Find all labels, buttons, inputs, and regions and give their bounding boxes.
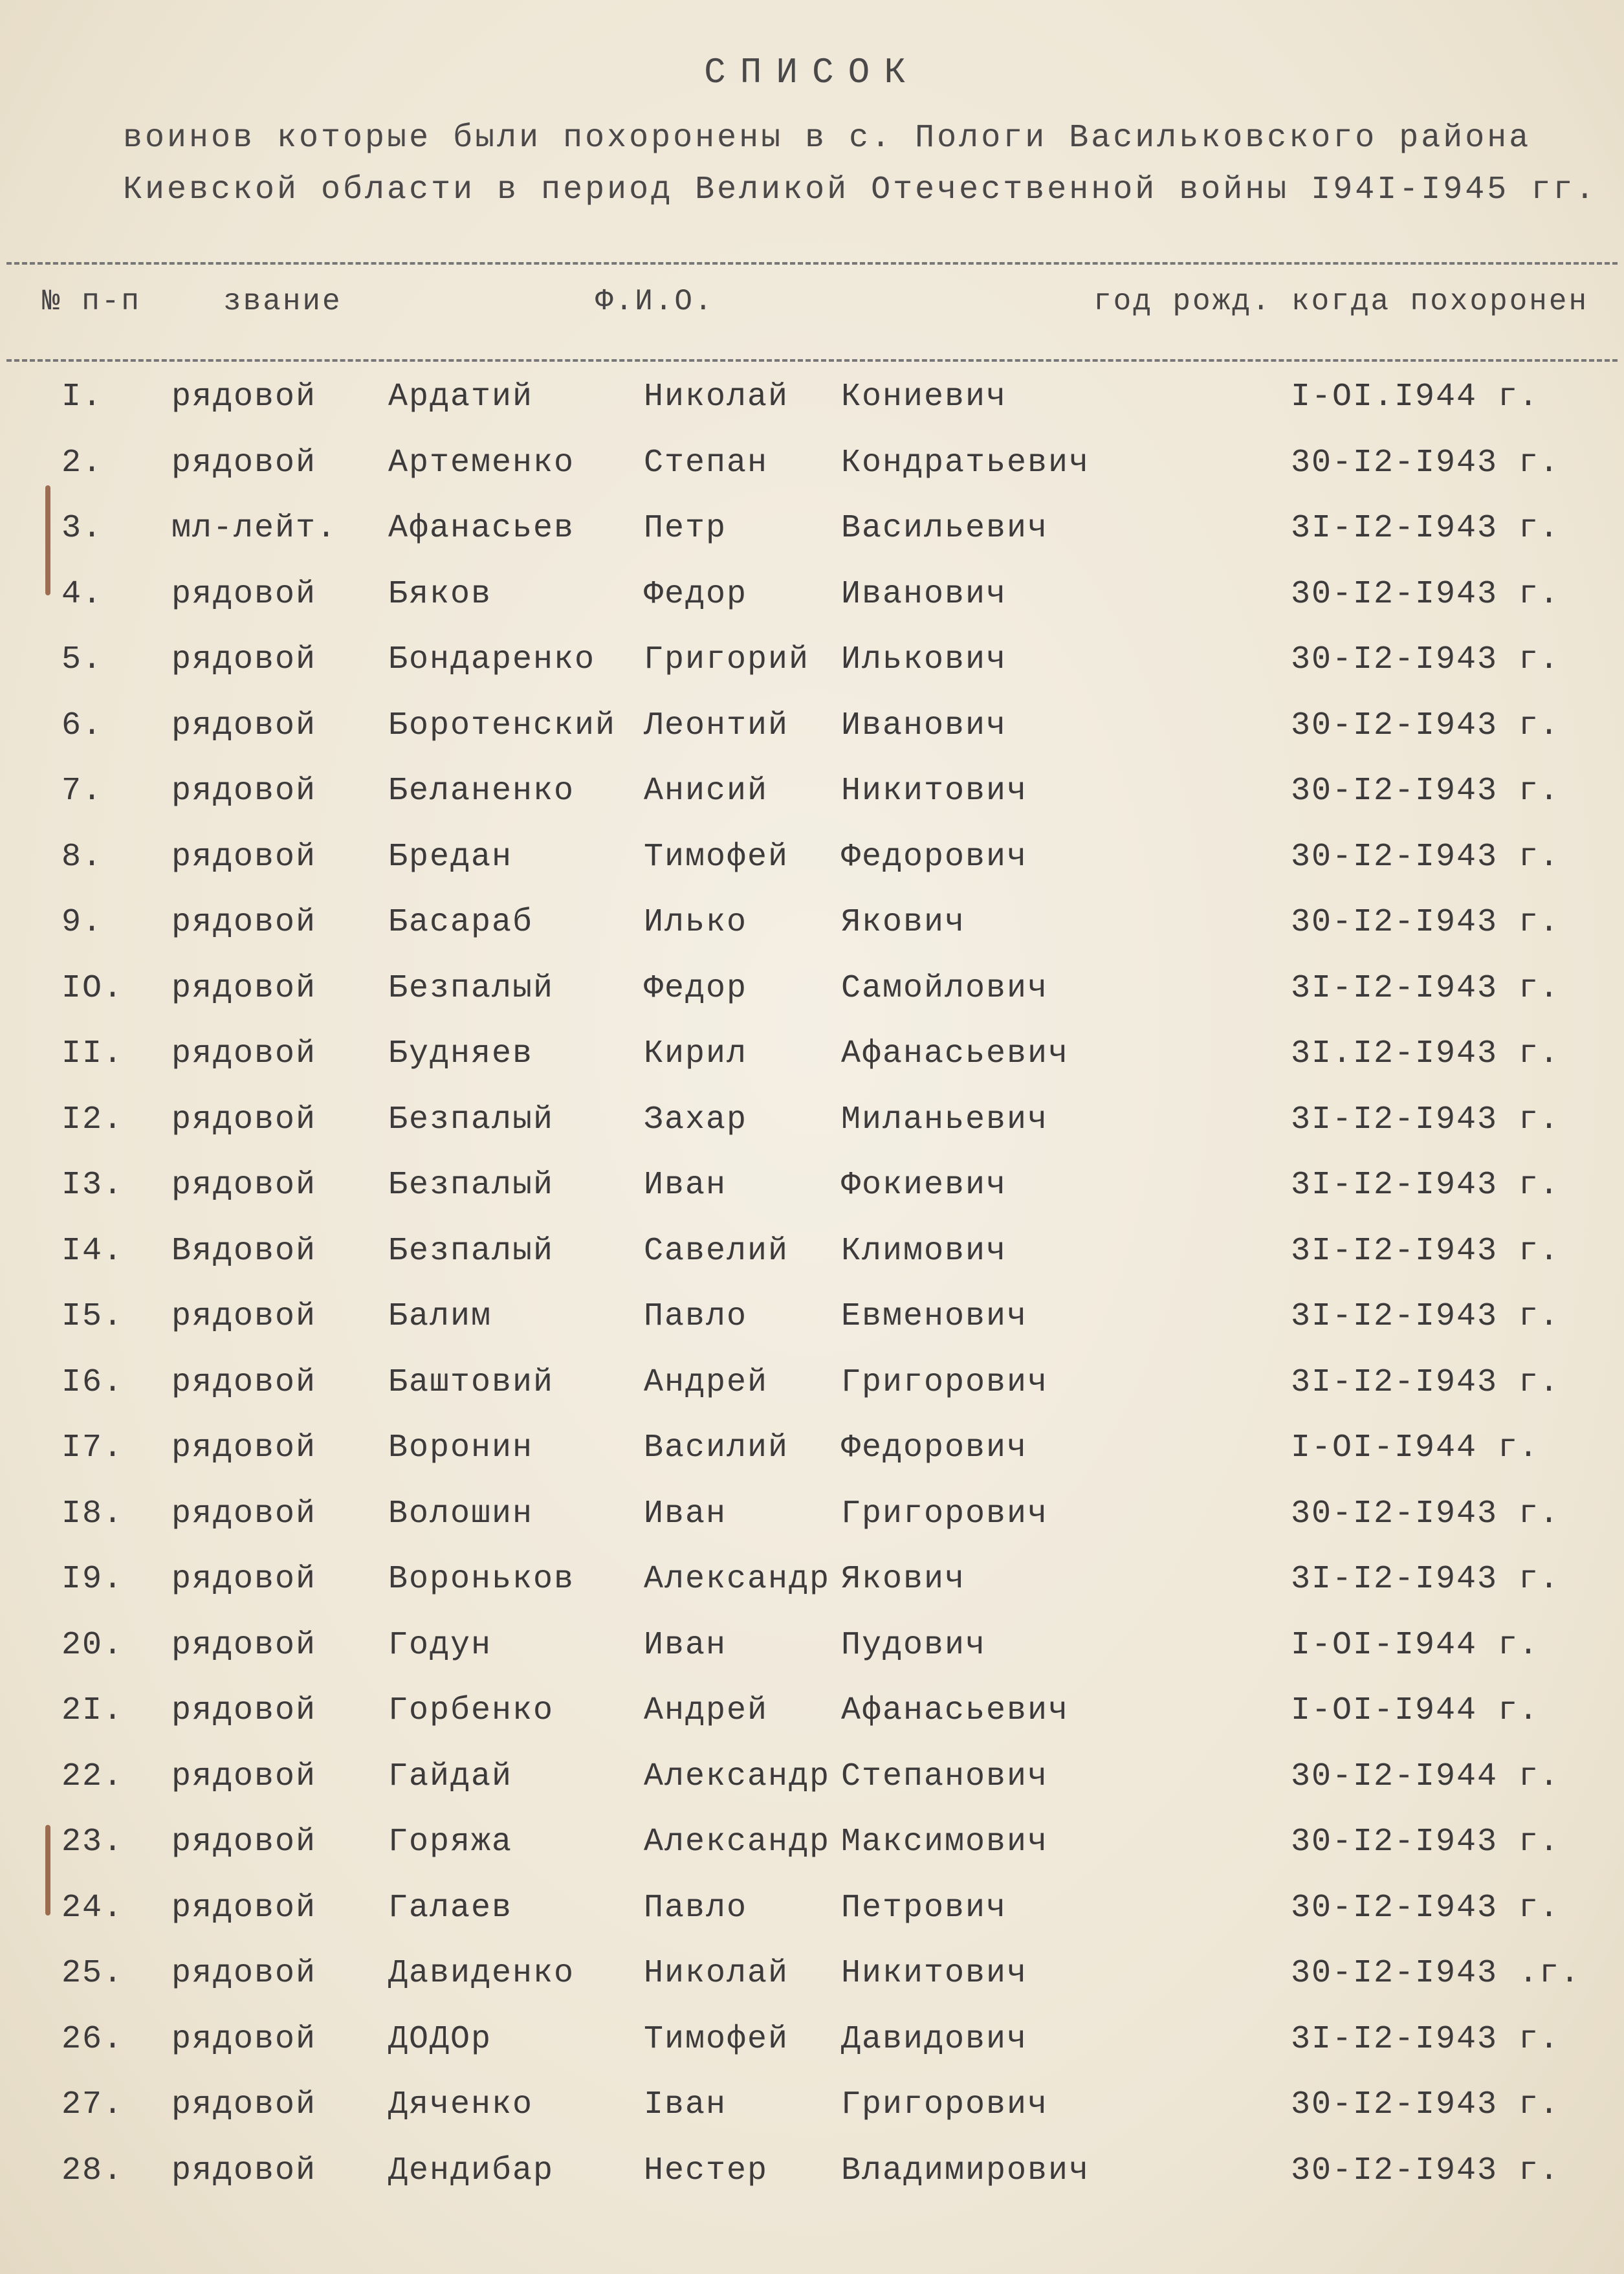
row-rank: рядовой bbox=[171, 1692, 317, 1729]
row-surname: Будняев bbox=[388, 1035, 534, 1072]
row-surname: Ардатий bbox=[388, 379, 534, 415]
row-number: 27. bbox=[61, 2086, 124, 2123]
row-burial-date: I-OI-I944 г. bbox=[1291, 1626, 1540, 1664]
row-number: I4. bbox=[61, 1232, 124, 1270]
row-first-name: Тимофей bbox=[644, 838, 789, 876]
row-rank: рядовой bbox=[171, 1758, 317, 1795]
row-first-name: Павло bbox=[644, 1889, 748, 1926]
list-row bbox=[0, 1942, 1624, 2008]
row-first-name: Илько bbox=[644, 904, 748, 941]
document-subtitle-line1: воинов которые были похоронены в с. Пологи Васильковского района bbox=[123, 120, 1531, 157]
row-number: I. bbox=[61, 379, 104, 415]
list-row bbox=[0, 1154, 1624, 1220]
list-row bbox=[0, 957, 1624, 1023]
row-rank: рядовой bbox=[171, 1298, 317, 1335]
row-burial-date: 30-I2-I943 г. bbox=[1291, 1889, 1561, 1926]
row-number: 23. bbox=[61, 1824, 124, 1860]
row-burial-date: 30-I2-I943 г. bbox=[1291, 838, 1561, 876]
list-row bbox=[0, 432, 1624, 498]
row-first-name: Іван bbox=[644, 2086, 727, 2123]
row-first-name: Александр bbox=[644, 1561, 831, 1598]
list-row bbox=[0, 2073, 1624, 2139]
row-surname: Дяченко bbox=[388, 2086, 534, 2123]
list-row bbox=[0, 826, 1624, 892]
row-rank: рядовой bbox=[171, 1035, 317, 1072]
document-subtitle-line2: Киевской области в период Великой Отечественной войны I94I-I945 гг. bbox=[123, 171, 1597, 208]
row-surname: Басараб bbox=[388, 904, 534, 941]
row-number: IO. bbox=[61, 969, 124, 1007]
row-first-name: Федор bbox=[644, 969, 748, 1007]
row-number: 25. bbox=[61, 1955, 124, 1992]
row-number: 2. bbox=[61, 444, 104, 481]
row-patronymic: Иванович bbox=[841, 707, 1007, 744]
row-first-name: Григорий bbox=[644, 641, 810, 678]
row-patronymic: Миланьевич bbox=[841, 1101, 1049, 1138]
row-burial-date: 30-I2-I943 г. bbox=[1291, 444, 1561, 481]
row-burial-date: 30-I2-I943 г. bbox=[1291, 1495, 1561, 1532]
list-row bbox=[0, 366, 1624, 432]
row-patronymic: Максимович bbox=[841, 1824, 1049, 1860]
row-surname: Гайдай bbox=[388, 1758, 513, 1795]
header-top-rule bbox=[6, 262, 1618, 265]
row-patronymic: Климович bbox=[841, 1232, 1007, 1270]
row-patronymic: Степанович bbox=[841, 1758, 1049, 1795]
document-title: СПИСОК bbox=[704, 52, 920, 93]
row-burial-date: I-OI-I944 г. bbox=[1291, 1692, 1540, 1729]
row-surname: Баштовий bbox=[388, 1363, 554, 1401]
row-rank: рядовой bbox=[171, 1561, 317, 1598]
row-first-name: Захар bbox=[644, 1101, 748, 1138]
row-first-name: Анисий bbox=[644, 773, 769, 810]
row-burial-date: 3I-I2-I943 г. bbox=[1291, 2020, 1561, 2058]
row-patronymic: Никитович bbox=[841, 1955, 1028, 1992]
row-surname: Годун bbox=[388, 1626, 492, 1664]
row-surname: Давиденко bbox=[388, 1955, 575, 1992]
row-surname: Вороньков bbox=[388, 1561, 575, 1598]
row-number: 3. bbox=[61, 510, 104, 547]
row-burial-date: 3I-I2-I943 г. bbox=[1291, 1101, 1561, 1138]
row-patronymic: Федорович bbox=[841, 838, 1028, 876]
list-row bbox=[0, 1483, 1624, 1549]
column-header-number: № п-п bbox=[42, 285, 142, 318]
row-number: 20. bbox=[61, 1626, 124, 1664]
row-burial-date: 3I-I2-I943 г. bbox=[1291, 1232, 1561, 1270]
header-bottom-rule bbox=[6, 359, 1618, 362]
row-surname: Артеменко bbox=[388, 444, 575, 481]
row-number: 8. bbox=[61, 838, 104, 876]
column-header-date: год рожд. когда похоронен bbox=[1093, 285, 1589, 318]
row-burial-date: 3I-I2-I943 г. bbox=[1291, 1363, 1561, 1401]
row-rank: рядовой bbox=[171, 1495, 317, 1532]
row-number: 26. bbox=[61, 2020, 124, 2058]
row-burial-date: 30-I2-I943 г. bbox=[1291, 773, 1561, 810]
row-burial-date: I-OI-I944 г. bbox=[1291, 1430, 1540, 1466]
row-rank: рядовой bbox=[171, 1626, 317, 1664]
row-rank: рядовой bbox=[171, 2152, 317, 2189]
row-number: 28. bbox=[61, 2152, 124, 2189]
row-patronymic: Григорович bbox=[841, 1363, 1049, 1401]
row-surname: Галаев bbox=[388, 1889, 513, 1926]
row-burial-date: I-OI.I944 г. bbox=[1291, 379, 1540, 415]
list-row bbox=[0, 1679, 1624, 1745]
column-header-fio: Ф.И.О. bbox=[595, 285, 714, 318]
row-burial-date: 3I-I2-I943 г. bbox=[1291, 1167, 1561, 1204]
row-burial-date: 30-I2-I943 г. bbox=[1291, 1824, 1561, 1860]
row-rank: рядовой bbox=[171, 2020, 317, 2058]
row-rank: рядовой bbox=[171, 1889, 317, 1926]
row-first-name: Иван bbox=[644, 1495, 727, 1532]
row-burial-date: 30-I2-I943 .г. bbox=[1291, 1955, 1581, 1992]
row-surname: Горяжа bbox=[388, 1824, 513, 1860]
row-patronymic: Фокиевич bbox=[841, 1167, 1007, 1204]
row-number: I5. bbox=[61, 1298, 124, 1335]
row-burial-date: 3I-I2-I943 г. bbox=[1291, 1298, 1561, 1335]
row-surname: Бредан bbox=[388, 838, 513, 876]
row-first-name: Петр bbox=[644, 510, 727, 547]
row-number: 22. bbox=[61, 1758, 124, 1795]
row-rank: рядовой bbox=[171, 1363, 317, 1401]
list-row bbox=[0, 1877, 1624, 1943]
row-rank: рядовой bbox=[171, 444, 317, 481]
row-surname: Бондаренко bbox=[388, 641, 596, 678]
row-patronymic: Илькович bbox=[841, 641, 1007, 678]
row-surname: Безпалый bbox=[388, 1232, 554, 1270]
row-surname: Бяков bbox=[388, 575, 492, 613]
list-row bbox=[0, 891, 1624, 957]
row-patronymic: Давидович bbox=[841, 2020, 1028, 2058]
list-row bbox=[0, 1417, 1624, 1483]
row-first-name: Федор bbox=[644, 575, 748, 613]
row-patronymic: Григорович bbox=[841, 1495, 1049, 1532]
row-burial-date: 30-I2-I944 г. bbox=[1291, 1758, 1561, 1795]
row-burial-date: 3I-I2-I943 г. bbox=[1291, 510, 1561, 547]
list-row bbox=[0, 1088, 1624, 1154]
row-rank: рядовой bbox=[171, 1167, 317, 1204]
row-burial-date: 3I-I2-I943 г. bbox=[1291, 969, 1561, 1007]
row-patronymic: Федорович bbox=[841, 1430, 1028, 1466]
row-number: 7. bbox=[61, 773, 104, 810]
row-rank: рядовой bbox=[171, 773, 317, 810]
row-number: 6. bbox=[61, 707, 104, 744]
list-row bbox=[0, 628, 1624, 694]
row-number: 9. bbox=[61, 904, 104, 941]
row-patronymic: Петрович bbox=[841, 1889, 1007, 1926]
list-row bbox=[0, 1548, 1624, 1614]
row-first-name: Александр bbox=[644, 1758, 831, 1795]
row-patronymic: Иванович bbox=[841, 575, 1007, 613]
row-rank: рядовой bbox=[171, 2086, 317, 2123]
row-first-name: Степан bbox=[644, 444, 769, 481]
row-first-name: Николай bbox=[644, 1955, 789, 1992]
row-number: I2. bbox=[61, 1101, 124, 1138]
row-patronymic: Афанасьевич bbox=[841, 1692, 1070, 1729]
row-rank: Вядовой bbox=[171, 1232, 317, 1270]
row-burial-date: 30-I2-I943 г. bbox=[1291, 707, 1561, 744]
row-number: 5. bbox=[61, 641, 104, 678]
row-surname: Волошин bbox=[388, 1495, 534, 1532]
row-first-name: Александр bbox=[644, 1824, 831, 1860]
row-number: I8. bbox=[61, 1495, 124, 1532]
row-surname: Горбенко bbox=[388, 1692, 554, 1729]
row-number: I9. bbox=[61, 1561, 124, 1598]
list-row bbox=[0, 760, 1624, 826]
list-row bbox=[0, 1351, 1624, 1417]
list-row bbox=[0, 1285, 1624, 1351]
row-patronymic: Никитович bbox=[841, 773, 1028, 810]
row-rank: рядовой bbox=[171, 575, 317, 613]
row-surname: Балим bbox=[388, 1298, 492, 1335]
row-first-name: Савелий bbox=[644, 1232, 789, 1270]
row-surname: Безпалый bbox=[388, 1101, 554, 1138]
row-surname: Дендибар bbox=[388, 2152, 554, 2189]
row-patronymic: Васильевич bbox=[841, 510, 1049, 547]
row-patronymic: Пудович bbox=[841, 1626, 987, 1664]
row-rank: рядовой bbox=[171, 1955, 317, 1992]
row-patronymic: Якович bbox=[841, 904, 966, 941]
row-rank: рядовой bbox=[171, 1430, 317, 1466]
row-rank: рядовой bbox=[171, 379, 317, 415]
list-row bbox=[0, 1614, 1624, 1680]
list-row bbox=[0, 1745, 1624, 1811]
row-burial-date: 30-I2-I943 г. bbox=[1291, 2152, 1561, 2189]
list-row bbox=[0, 1811, 1624, 1877]
row-first-name: Андрей bbox=[644, 1692, 769, 1729]
row-rank: рядовой bbox=[171, 1824, 317, 1860]
row-rank: рядовой bbox=[171, 641, 317, 678]
row-rank: мл-лейт. bbox=[171, 510, 338, 547]
list-row bbox=[0, 563, 1624, 629]
burial-list bbox=[0, 366, 1624, 2205]
row-surname: Боротенский bbox=[388, 707, 617, 744]
list-row bbox=[0, 1022, 1624, 1088]
row-number: 24. bbox=[61, 1889, 124, 1926]
row-surname: Беланенко bbox=[388, 773, 575, 810]
row-patronymic: Якович bbox=[841, 1561, 966, 1598]
row-number: II. bbox=[61, 1035, 124, 1072]
row-burial-date: 30-I2-I943 г. bbox=[1291, 641, 1561, 678]
row-number: 2I. bbox=[61, 1692, 124, 1729]
row-rank: рядовой bbox=[171, 838, 317, 876]
row-burial-date: 30-I2-I943 г. bbox=[1291, 575, 1561, 613]
row-surname: Безпалый bbox=[388, 969, 554, 1007]
row-patronymic: Афанасьевич bbox=[841, 1035, 1070, 1072]
row-burial-date: 3I.I2-I943 г. bbox=[1291, 1035, 1561, 1072]
row-first-name: Кирил bbox=[644, 1035, 748, 1072]
row-surname: Воронин bbox=[388, 1430, 534, 1466]
row-first-name: Николай bbox=[644, 379, 789, 415]
row-patronymic: Самойлович bbox=[841, 969, 1049, 1007]
list-row bbox=[0, 1220, 1624, 1286]
list-row bbox=[0, 497, 1624, 563]
row-number: I6. bbox=[61, 1363, 124, 1401]
list-row bbox=[0, 2008, 1624, 2074]
row-rank: рядовой bbox=[171, 1101, 317, 1138]
row-number: I3. bbox=[61, 1167, 124, 1204]
row-surname: Афанасьев bbox=[388, 510, 575, 547]
list-row bbox=[0, 694, 1624, 760]
row-burial-date: 3I-I2-I943 г. bbox=[1291, 1561, 1561, 1598]
row-first-name: Иван bbox=[644, 1626, 727, 1664]
row-patronymic: Кониевич bbox=[841, 379, 1007, 415]
row-surname: Безпалый bbox=[388, 1167, 554, 1204]
row-first-name: Павло bbox=[644, 1298, 748, 1335]
row-number: 4. bbox=[61, 575, 104, 613]
row-patronymic: Григорович bbox=[841, 2086, 1049, 2123]
row-rank: рядовой bbox=[171, 904, 317, 941]
row-first-name: Василий bbox=[644, 1430, 789, 1466]
row-patronymic: Кондратьевич bbox=[841, 444, 1090, 481]
row-patronymic: Евменович bbox=[841, 1298, 1028, 1335]
row-burial-date: 30-I2-I943 г. bbox=[1291, 2086, 1561, 2123]
row-first-name: Андрей bbox=[644, 1363, 769, 1401]
column-header-rank: звание bbox=[223, 285, 342, 318]
row-first-name: Тимофей bbox=[644, 2020, 789, 2058]
row-surname: ДОДОр bbox=[388, 2020, 492, 2058]
row-rank: рядовой bbox=[171, 969, 317, 1007]
list-row bbox=[0, 2139, 1624, 2205]
row-first-name: Нестер bbox=[644, 2152, 769, 2189]
row-rank: рядовой bbox=[171, 707, 317, 744]
row-first-name: Леонтий bbox=[644, 707, 789, 744]
row-number: I7. bbox=[61, 1430, 124, 1466]
row-patronymic: Владимирович bbox=[841, 2152, 1090, 2189]
row-first-name: Иван bbox=[644, 1167, 727, 1204]
row-burial-date: 30-I2-I943 г. bbox=[1291, 904, 1561, 941]
